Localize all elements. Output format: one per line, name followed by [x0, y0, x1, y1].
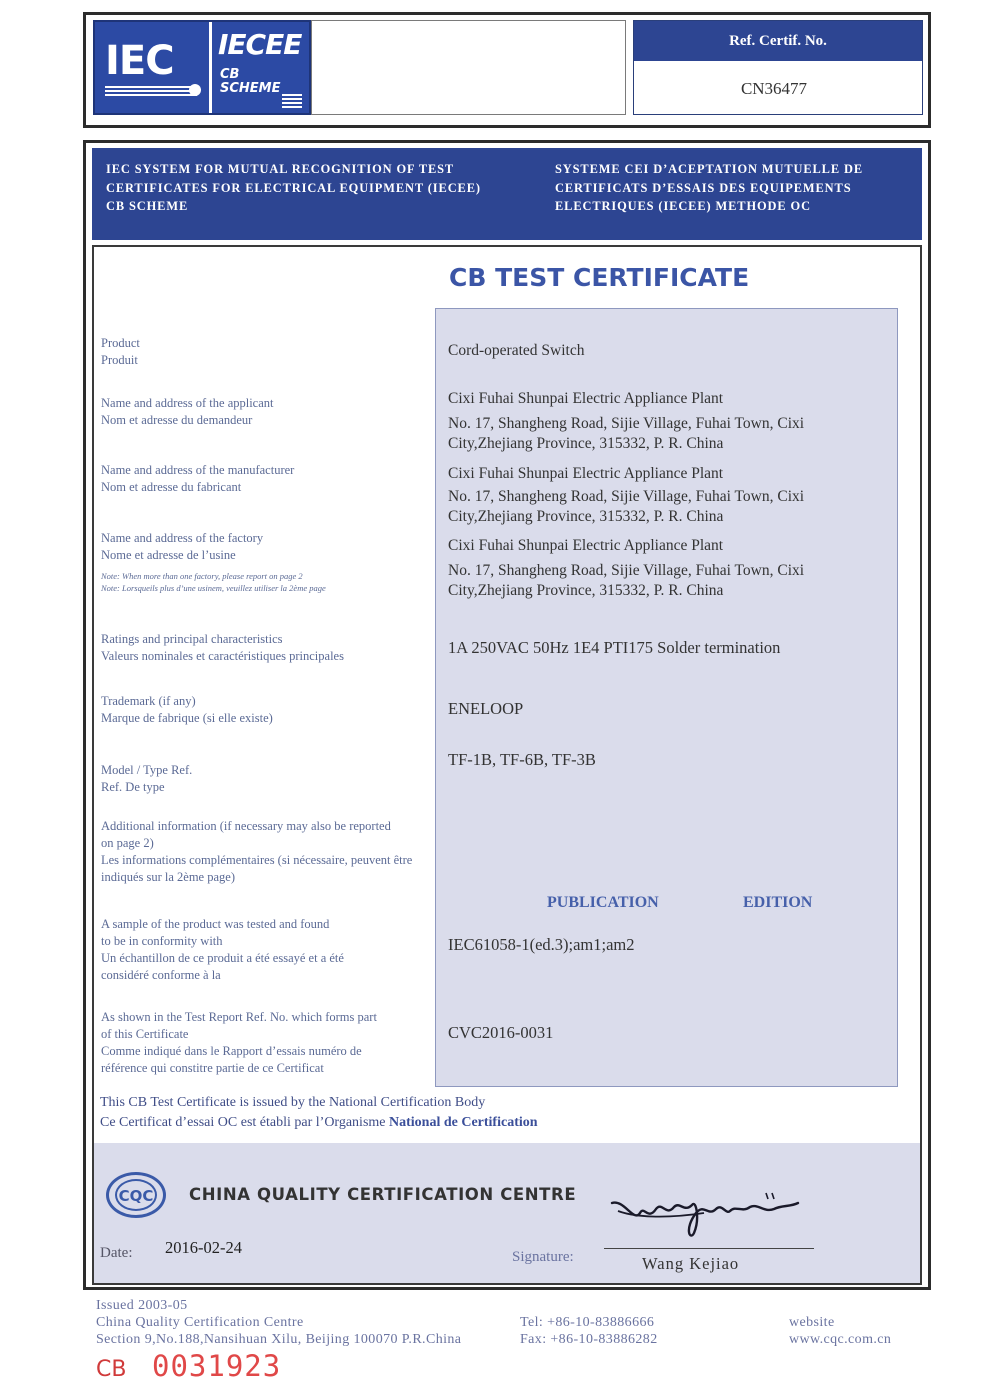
factory-note-en: Note: When more than one factory, please report on page 2 — [101, 571, 303, 581]
issue-date: 2016-02-24 — [165, 1238, 242, 1257]
product-value: Cord-operated Switch — [448, 342, 585, 359]
test-report-number: CVC2016-0031 — [448, 1023, 554, 1042]
iecee-logo-text: IECEE — [218, 28, 302, 61]
footer-website: website www.cqc.com.cn — [789, 1315, 892, 1347]
model-label: Model / Type Ref. Ref. De type — [101, 763, 193, 794]
ratings-label: Ratings and principal characteristics Valeurs nominales et caractéristiques principales — [101, 632, 344, 663]
applicant-label: Name and address of the applicant Nom et adresse du demandeur — [101, 396, 274, 427]
iec-logo-text: IEC — [105, 38, 174, 84]
manufacturer-label: Name and address of the manufacturer Nom et adresse du fabricant — [101, 463, 295, 494]
factory-note-fr: Note: Lorsqueils plus d’une usinem, veuillez utiliser la 2ème page — [101, 583, 326, 593]
date-label: Date: — [100, 1245, 133, 1261]
banner-french: SYSTEME CEI D’ACEPTATION MUTUELLE DE CERTIFICATS D’ESSAIS DES EQUIPEMENTS ELECTRIQUES (IECEE) METHODE OC — [555, 162, 864, 213]
publication-value: IEC61058-1(ed.3);am1;am2 — [448, 935, 635, 954]
trademark-label: Trademark (if any) Marque de fabrique (si elle existe) — [101, 694, 273, 725]
manufacturer-name: Cixi Fuhai Shunpai Electric Appliance Plant — [448, 465, 724, 482]
signature-label: Signature: — [512, 1249, 574, 1265]
ref-certificate-box — [633, 20, 923, 115]
ref-number: CN36477 — [740, 79, 808, 98]
certificate-title: CB TEST CERTIFICATE — [449, 263, 750, 292]
test-report-label: As shown in the Test Report Ref. No. which forms part of this Certificate Comme indiqué dans le Rapport d’essais numéro de référence qui constitre partie de ce Certificat — [101, 1010, 377, 1075]
iecee-logo-stripes — [282, 94, 302, 108]
factory-name: Cixi Fuhai Shunpai Electric Appliance Plant — [448, 537, 724, 554]
ratings-value: 1A 250VAC 50Hz 1E4 PTI175 Solder termination — [448, 638, 781, 657]
certification-body-name: CHINA QUALITY CERTIFICATION CENTRE — [189, 1185, 577, 1204]
signature-line — [604, 1248, 814, 1249]
trademark-value: ENELOOP — [448, 699, 524, 718]
edition-header: EDITION — [743, 894, 813, 911]
banner-english: IEC SYSTEM FOR MUTUAL RECOGNITION OF TEST CERTIFICATES FOR ELECTRICAL EQUIPMENT (IECEE) CB SCHEME — [106, 162, 481, 213]
iec-logo — [93, 20, 311, 115]
factory-address: No. 17, Shangheng Road, Sijie Village, Fuhai Town, Cixi City,Zhejiang Province, 315332, P. R. China — [448, 562, 805, 599]
cqc-logo-icon — [106, 1172, 166, 1218]
iecee-logo — [209, 22, 309, 113]
ref-label: Ref. Certif. No. — [634, 21, 922, 61]
signatory-name: Wang Kejiao — [642, 1254, 740, 1273]
blank-box — [311, 20, 626, 115]
iec-logo-lines — [105, 86, 197, 98]
publication-header: PUBLICATION — [547, 894, 659, 911]
cb-scheme-label: CB SCHEME — [220, 67, 281, 96]
certification-body-band — [94, 1143, 920, 1283]
product-label: Product Produit — [101, 336, 140, 367]
scheme-banner — [92, 148, 922, 240]
additional-info-label: Additional information (if necessary may also be reported on page 2) Les informations complémentaires (si nécessaire, peuvent être indiqués sur la 2ème page) — [101, 819, 413, 884]
applicant-name: Cixi Fuhai Shunpai Electric Appliance Plant — [448, 390, 724, 407]
model-value: TF-1B, TF-6B, TF-3B — [448, 750, 596, 769]
factory-label: Name and address of the factory Nome et adresse de l’usine Note: When more than one factory, please report on page 2 Note: Lorsqueils plus d’une usinem, veuillez utiliser la 2ème page — [101, 530, 436, 594]
cqc-logo-text: CQC — [115, 1179, 157, 1211]
manufacturer-address: No. 17, Shangheng Road, Sijie Village, Fuhai Town, Cixi City,Zhejiang Province, 315332, P. R. China — [448, 488, 805, 525]
conformity-label: A sample of the product was tested and found to be in conformity with Un échantillon de ce produit a été essayé et a été considéré conforme à la — [101, 917, 344, 982]
applicant-address: No. 17, Shangheng Road, Sijie Village, Fuhai Town, Cixi City,Zhejiang Province, 315332, P. R. China — [448, 415, 805, 452]
serial-prefix: CB — [96, 1357, 127, 1382]
issuing-statement: This CB Test Certificate is issued by the National Certification Body Ce Certificat d’essai OC est établi par l’Organisme National de Certification — [100, 1095, 538, 1130]
serial-number: 0031923 — [152, 1349, 282, 1383]
footer-contact: Tel: +86-10-83886666 Fax: +86-10-83886282 — [520, 1315, 658, 1347]
footer-issuer: Issued 2003-05 China Quality Certification Centre Section 9,No.188,Nansihuan Xilu, Beijing 100070 P.R.China — [96, 1298, 462, 1347]
handwritten-signature — [604, 1183, 804, 1243]
iec-logo-dot — [189, 84, 201, 96]
